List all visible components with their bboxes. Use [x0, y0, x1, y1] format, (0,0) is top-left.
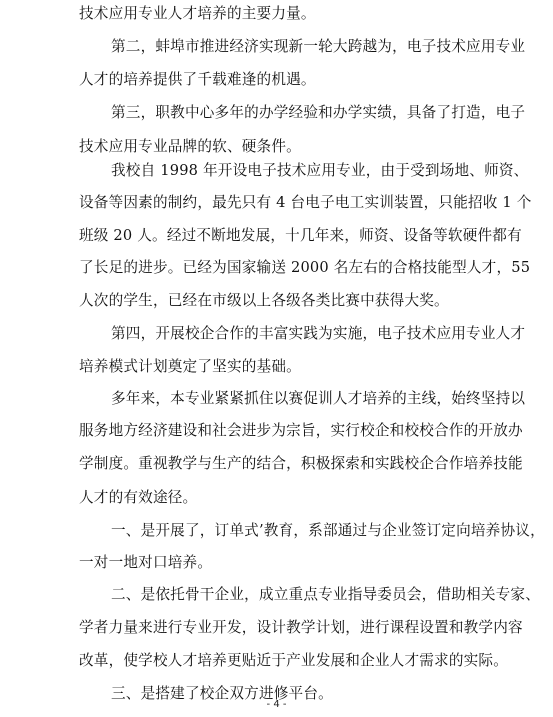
text-line-20: 学者力量来进行专业开发，设计教学计划，进行课程设置和教学内容 [79, 619, 523, 636]
text-line-13: 多年来，本专业紧紧抓住以赛促训人才培养的主线，始终坚持以 [111, 390, 526, 407]
text-line-4: 第三，职教中心多年的办学经验和办学实绩，具备了打造，电子 [111, 104, 526, 121]
page-number: - 4 - [266, 699, 287, 710]
text-line-22: 三、是搭建了校企双方进修平台。 [111, 685, 333, 702]
text-line-12: 培养模式计划奠定了坚实的基础。 [79, 358, 301, 375]
text-line-5: 技术应用专业品牌的软、硬条件。 [79, 138, 301, 155]
text-line-16: 人才的有效途径。 [79, 489, 198, 506]
text-line-6: 我校自 1998 年开设电子技术应用专业，由于受到场地、师资、 [111, 162, 529, 179]
text-line-11: 第四，开展校企合作的丰富实践为实施，电子技术应用专业人才 [111, 325, 526, 342]
text-line-2: 第二，蚌埠市推进经济实现新一轮大跨越为，电子技术应用专业 [111, 38, 526, 55]
text-line-21: 改革，使学校人才培养更贴近于产业发展和企业人才需求的实际。 [79, 652, 509, 669]
text-line-17: 一、是开展了，订单式’教育，系部通过与企业签订定向培养协议， [111, 522, 545, 539]
text-line-3: 人才的培养提供了千载难逢的机遇。 [79, 71, 316, 88]
text-line-1: 技术应用专业人才培养的主要力量。 [79, 5, 316, 22]
text-line-19: 二、是依托骨干企业，成立重点专业指导委员会，借助相关专家、 [111, 586, 541, 603]
text-line-8: 班级 20 人。经过不断地发展，十几年来，师资、设备等软硬件都有 [79, 227, 522, 244]
text-line-9: 了长足的进步。已经为国家输送 2000 名左右的合格技能型人才，55 [79, 259, 531, 276]
text-line-10: 人次的学生，已经在市级以上各级各类比赛中获得大奖。 [79, 292, 449, 309]
text-line-15: 学制度。重视教学与生产的结合，积极探索和实践校企合作培养技能 [79, 455, 523, 472]
text-line-7: 设备等因素的制约，最先只有 4 台电子电工实训装置，只能招收 1 个 [79, 194, 532, 211]
text-line-18: 一对一地对口培养。 [79, 554, 213, 571]
text-line-14: 服务地方经济建设和社会进步为宗旨，实行校企和校校合作的开放办 [79, 422, 523, 439]
